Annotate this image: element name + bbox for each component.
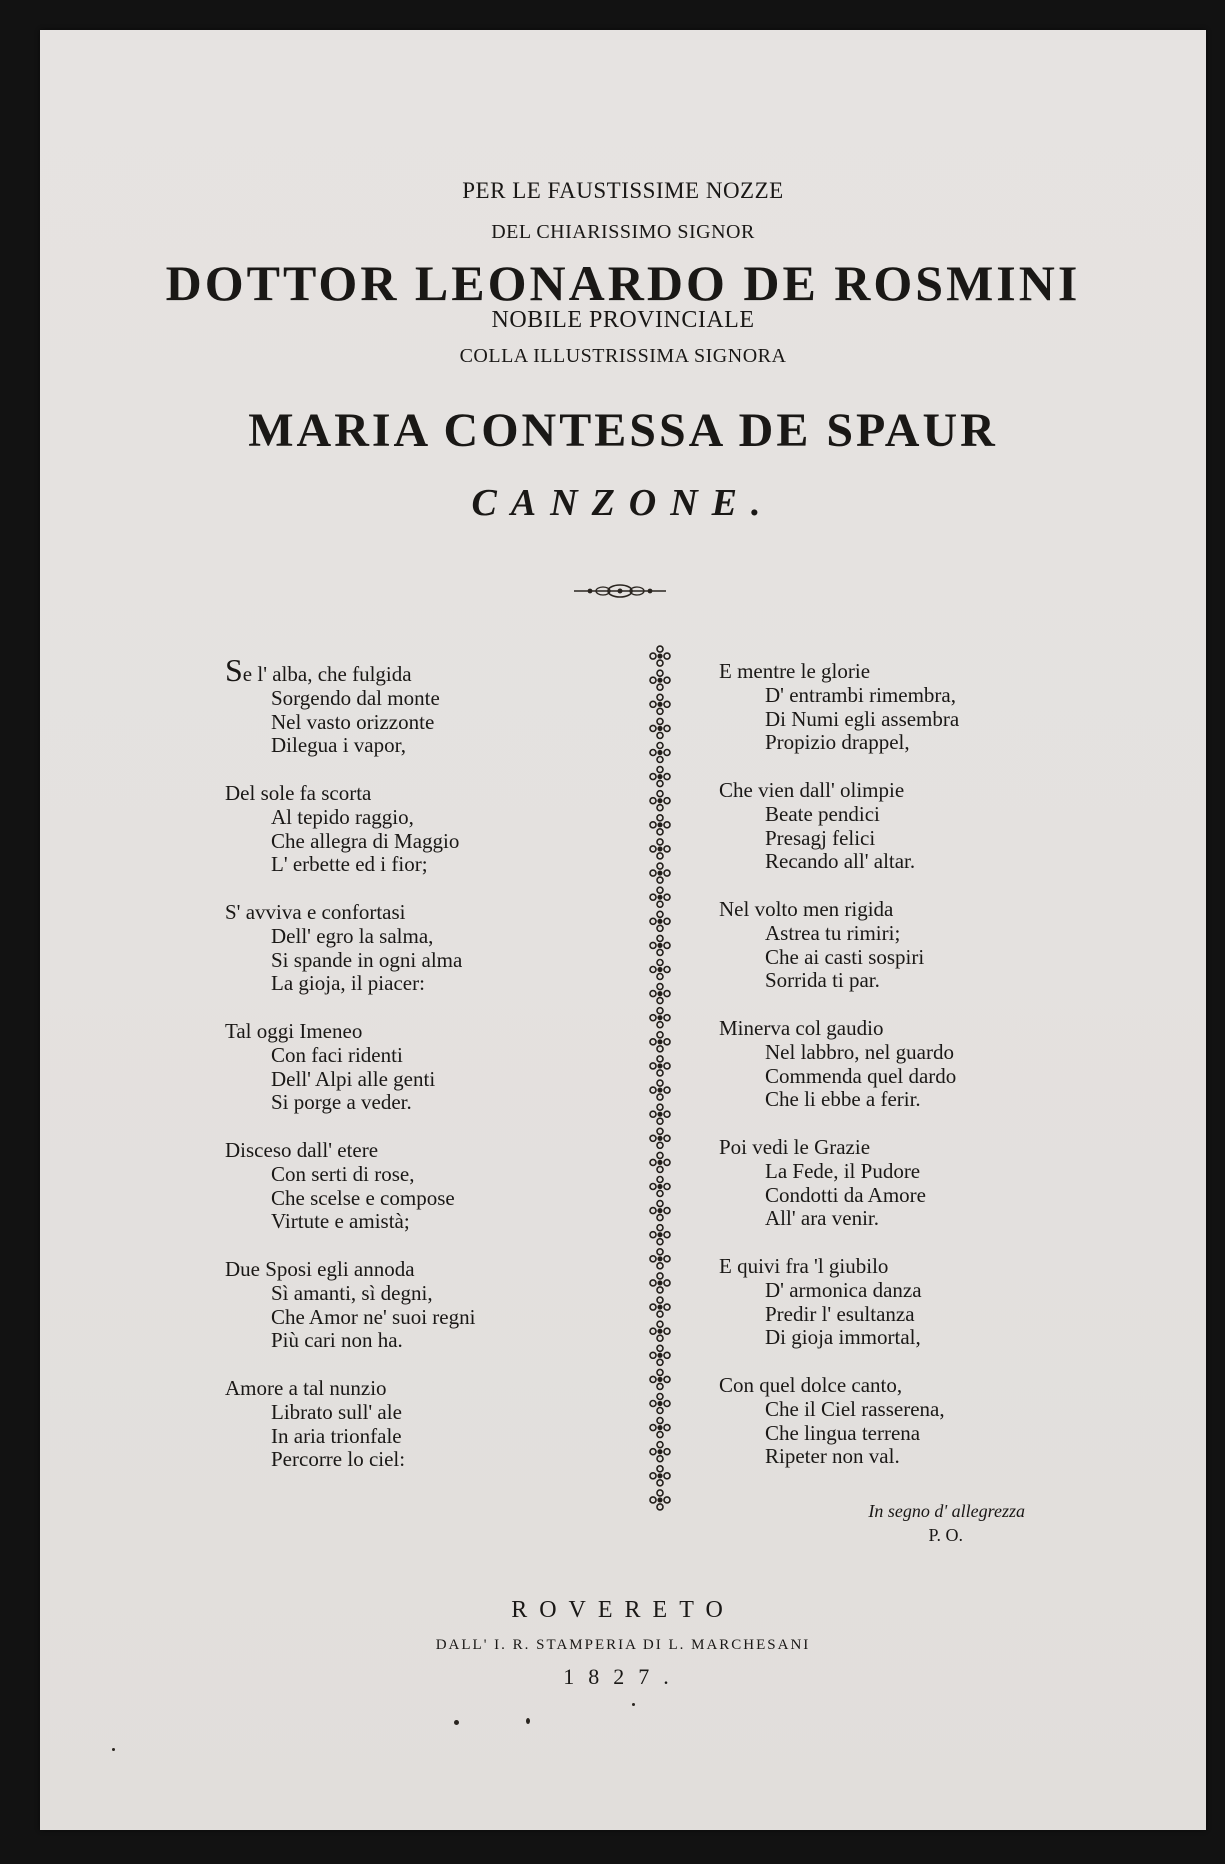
- header-line-signor: DEL CHIARISSIMO SIGNOR: [491, 221, 755, 243]
- cross-fleuron-icon: [650, 767, 670, 787]
- verse-line: Amore a tal nunzio: [225, 1375, 387, 1400]
- groom-name: DOTTOR LEONARDO DE ROSMINI: [165, 255, 1081, 311]
- cross-fleuron-icon: [650, 1225, 670, 1245]
- verse-line: Sorgendo dal monte: [271, 685, 440, 710]
- verse-line: Poi vedi le Grazie: [719, 1134, 871, 1159]
- cross-fleuron-icon: [650, 1080, 670, 1100]
- cross-fleuron-icon: [650, 960, 670, 980]
- verse-line: Di gioja immortal,: [765, 1325, 921, 1350]
- ink-speck: [112, 1748, 115, 1751]
- cross-fleuron-icon: [650, 694, 670, 714]
- header-line-nozze: PER LE FAUSTISSIME NOZZE: [462, 178, 784, 203]
- verse-line: Del sole fa scorta: [225, 780, 372, 805]
- cross-fleuron-icon: [650, 1369, 670, 1389]
- verse-line: La Fede, il Pudore: [765, 1158, 921, 1183]
- poem-genre-title: CANZONE.: [471, 482, 775, 524]
- signoff: [868, 1499, 1025, 1547]
- header-line-signora: COLLA ILLUSTRISSIMA SIGNORA: [459, 345, 787, 367]
- cross-fleuron-icon: [650, 1056, 670, 1076]
- verse-line: Che scelse e compose: [271, 1185, 455, 1210]
- verse-line: Commenda quel dardo: [765, 1063, 957, 1088]
- cross-fleuron-icon: [650, 1394, 670, 1414]
- verse-line: Con quel dolce canto,: [719, 1372, 903, 1397]
- cross-fleuron-icon: [650, 1321, 670, 1341]
- cross-fleuron-icon: [650, 646, 670, 666]
- verse-line: Percorre lo ciel:: [271, 1447, 406, 1472]
- stanza: [225, 652, 475, 758]
- verse-line: Di Numi egli assembra: [765, 706, 960, 731]
- cross-fleuron-icon: [650, 935, 670, 955]
- verse-line: Dilegua i vapor,: [271, 733, 407, 758]
- ink-speck: [526, 1718, 530, 1724]
- verse-line: Tal oggi Imeneo: [225, 1018, 363, 1043]
- verse-line: Beate pendici: [765, 801, 880, 826]
- verse-line: Che il Ciel rasserena,: [765, 1396, 945, 1421]
- verse-line-text: e l' alba, che fulgida: [242, 662, 412, 686]
- fleuron-icon: [570, 581, 670, 601]
- cross-fleuron-icon: [650, 670, 670, 690]
- verse-line: In aria trionfale: [271, 1423, 402, 1448]
- stanza: [225, 1377, 475, 1472]
- cross-fleuron-icon: [650, 1177, 670, 1197]
- verse-line: Che Amor ne' suoi regni: [271, 1304, 476, 1329]
- verse-line: Al tepido raggio,: [271, 804, 414, 829]
- cross-fleuron-icon: [650, 1128, 670, 1148]
- cross-fleuron-icon: [650, 1008, 670, 1028]
- stanza: [225, 1139, 475, 1234]
- cross-fleuron-icon: [650, 1490, 670, 1510]
- stanza: [719, 660, 959, 755]
- bride-name: MARIA CONTESSA DE SPAUR: [248, 404, 998, 457]
- verse-line: Presagj felici: [765, 825, 876, 850]
- cross-fleuron-icon: [650, 1249, 670, 1269]
- verse-line: D' entrambi rimembra,: [765, 682, 956, 707]
- cross-fleuron-icon: [650, 791, 670, 811]
- verse-line: Ripeter non val.: [765, 1444, 900, 1469]
- broadside-page: [40, 30, 1206, 1830]
- cross-fleuron-icon: [650, 1032, 670, 1052]
- stanza: [225, 901, 475, 996]
- verse-line: Astrea tu rimiri;: [765, 920, 901, 945]
- cross-fleuron-icon: [650, 1273, 670, 1293]
- verse-line: Più cari non ha.: [271, 1328, 403, 1353]
- cross-fleuron-icon: [650, 839, 670, 859]
- verse-line: Che vien dall' olimpie: [719, 777, 905, 802]
- cross-fleuron-icon: [650, 1297, 670, 1317]
- cross-fleuron-icon: [650, 815, 670, 835]
- verse-line: Dell' egro la salma,: [271, 923, 434, 948]
- verse-line: Recando all' altar.: [765, 849, 916, 874]
- cross-fleuron-icon: [650, 984, 670, 1004]
- cross-fleuron-icon: [650, 743, 670, 763]
- verse-line: La gioja, il piacer:: [271, 971, 425, 996]
- verse-line: Che ai casti sospiri: [765, 944, 925, 969]
- cross-fleuron-icon: [650, 863, 670, 883]
- stanza: [719, 1017, 959, 1112]
- verse-line: Sì amanti, sì degni,: [271, 1280, 433, 1305]
- header-line-nobile: NOBILE PROVINCIALE: [491, 307, 755, 333]
- cross-fleuron-icon: [650, 1201, 670, 1221]
- stanza: [225, 1258, 475, 1353]
- author-initials: P. O.: [928, 1525, 963, 1545]
- poem-column-left: [225, 652, 476, 1496]
- stanza: [225, 1020, 475, 1115]
- verse-line: Con serti di rose,: [271, 1161, 415, 1186]
- verse-line: E quivi fra 'l giubilo: [719, 1253, 889, 1278]
- verse-line: Che allegra di Maggio: [271, 828, 460, 853]
- verse-line: Con faci ridenti: [271, 1042, 403, 1067]
- verse-line: [225, 652, 475, 688]
- verse-line: Minerva col gaudio: [719, 1015, 884, 1040]
- verse-line: Nel vasto orizzonte: [271, 709, 435, 734]
- cross-fleuron-icon: [650, 718, 670, 738]
- cross-fleuron-icon: [650, 1345, 670, 1365]
- verse-line: D' armonica danza: [765, 1277, 922, 1302]
- verse-line: Disceso dall' etere: [225, 1137, 379, 1162]
- verse-line: Che li ebbe a ferir.: [765, 1087, 921, 1112]
- verse-line: Virtute e amistà;: [271, 1209, 410, 1234]
- stanza: [719, 779, 959, 874]
- cross-fleuron-icon: [650, 1466, 670, 1486]
- ink-speck: [632, 1703, 635, 1706]
- drop-cap: S: [225, 652, 243, 688]
- cross-fleuron-icon: [650, 911, 670, 931]
- poem-column-right: [719, 660, 959, 1493]
- stanza: [225, 782, 475, 877]
- verse-line: Due Sposi egli annoda: [225, 1256, 415, 1281]
- stanza: [719, 898, 959, 993]
- imprint-press: DALL' I. R. STAMPERIA DI L. MARCHESANI: [435, 1637, 811, 1653]
- verse-line: Sorrida ti par.: [765, 968, 880, 993]
- cross-fleuron-icon: [650, 1442, 670, 1462]
- verse-line: Che lingua terrena: [765, 1420, 921, 1445]
- verse-line: Si porge a veder.: [271, 1090, 412, 1115]
- cross-fleuron-icon: [650, 1418, 670, 1438]
- stanza: [719, 1136, 959, 1231]
- verse-line: Dell' Alpi alle genti: [271, 1066, 436, 1091]
- verse-line: Nel volto men rigida: [719, 896, 894, 921]
- ink-speck: [454, 1720, 459, 1725]
- cross-fleuron-icon: [650, 1152, 670, 1172]
- imprint-year: 1827.: [563, 1664, 683, 1689]
- verse-line: S' avviva e confortasi: [225, 899, 406, 924]
- stanza: [719, 1255, 959, 1350]
- verse-line: E mentre le glorie: [719, 659, 871, 683]
- cross-fleuron-icon: [650, 1104, 670, 1124]
- verse-line: Si spande in ogni alma: [271, 947, 463, 972]
- verse-line: Propizio drappel,: [765, 730, 910, 755]
- stanza: [719, 1374, 959, 1469]
- imprint-city: ROVERETO: [511, 1597, 735, 1623]
- verse-line: Librato sull' ale: [271, 1399, 402, 1424]
- verse-line: L' erbette ed i fior;: [271, 852, 428, 877]
- verse-line: All' ara venir.: [765, 1206, 879, 1231]
- verse-line: Nel labbro, nel guardo: [765, 1039, 954, 1064]
- ornamental-divider: [648, 644, 672, 1512]
- verse-line: Predir l' esultanza: [765, 1301, 915, 1326]
- verse-line: Condotti da Amore: [765, 1182, 926, 1207]
- cross-fleuron-icon: [650, 887, 670, 907]
- signoff-motto: In segno d' allegrezza: [868, 1501, 1025, 1521]
